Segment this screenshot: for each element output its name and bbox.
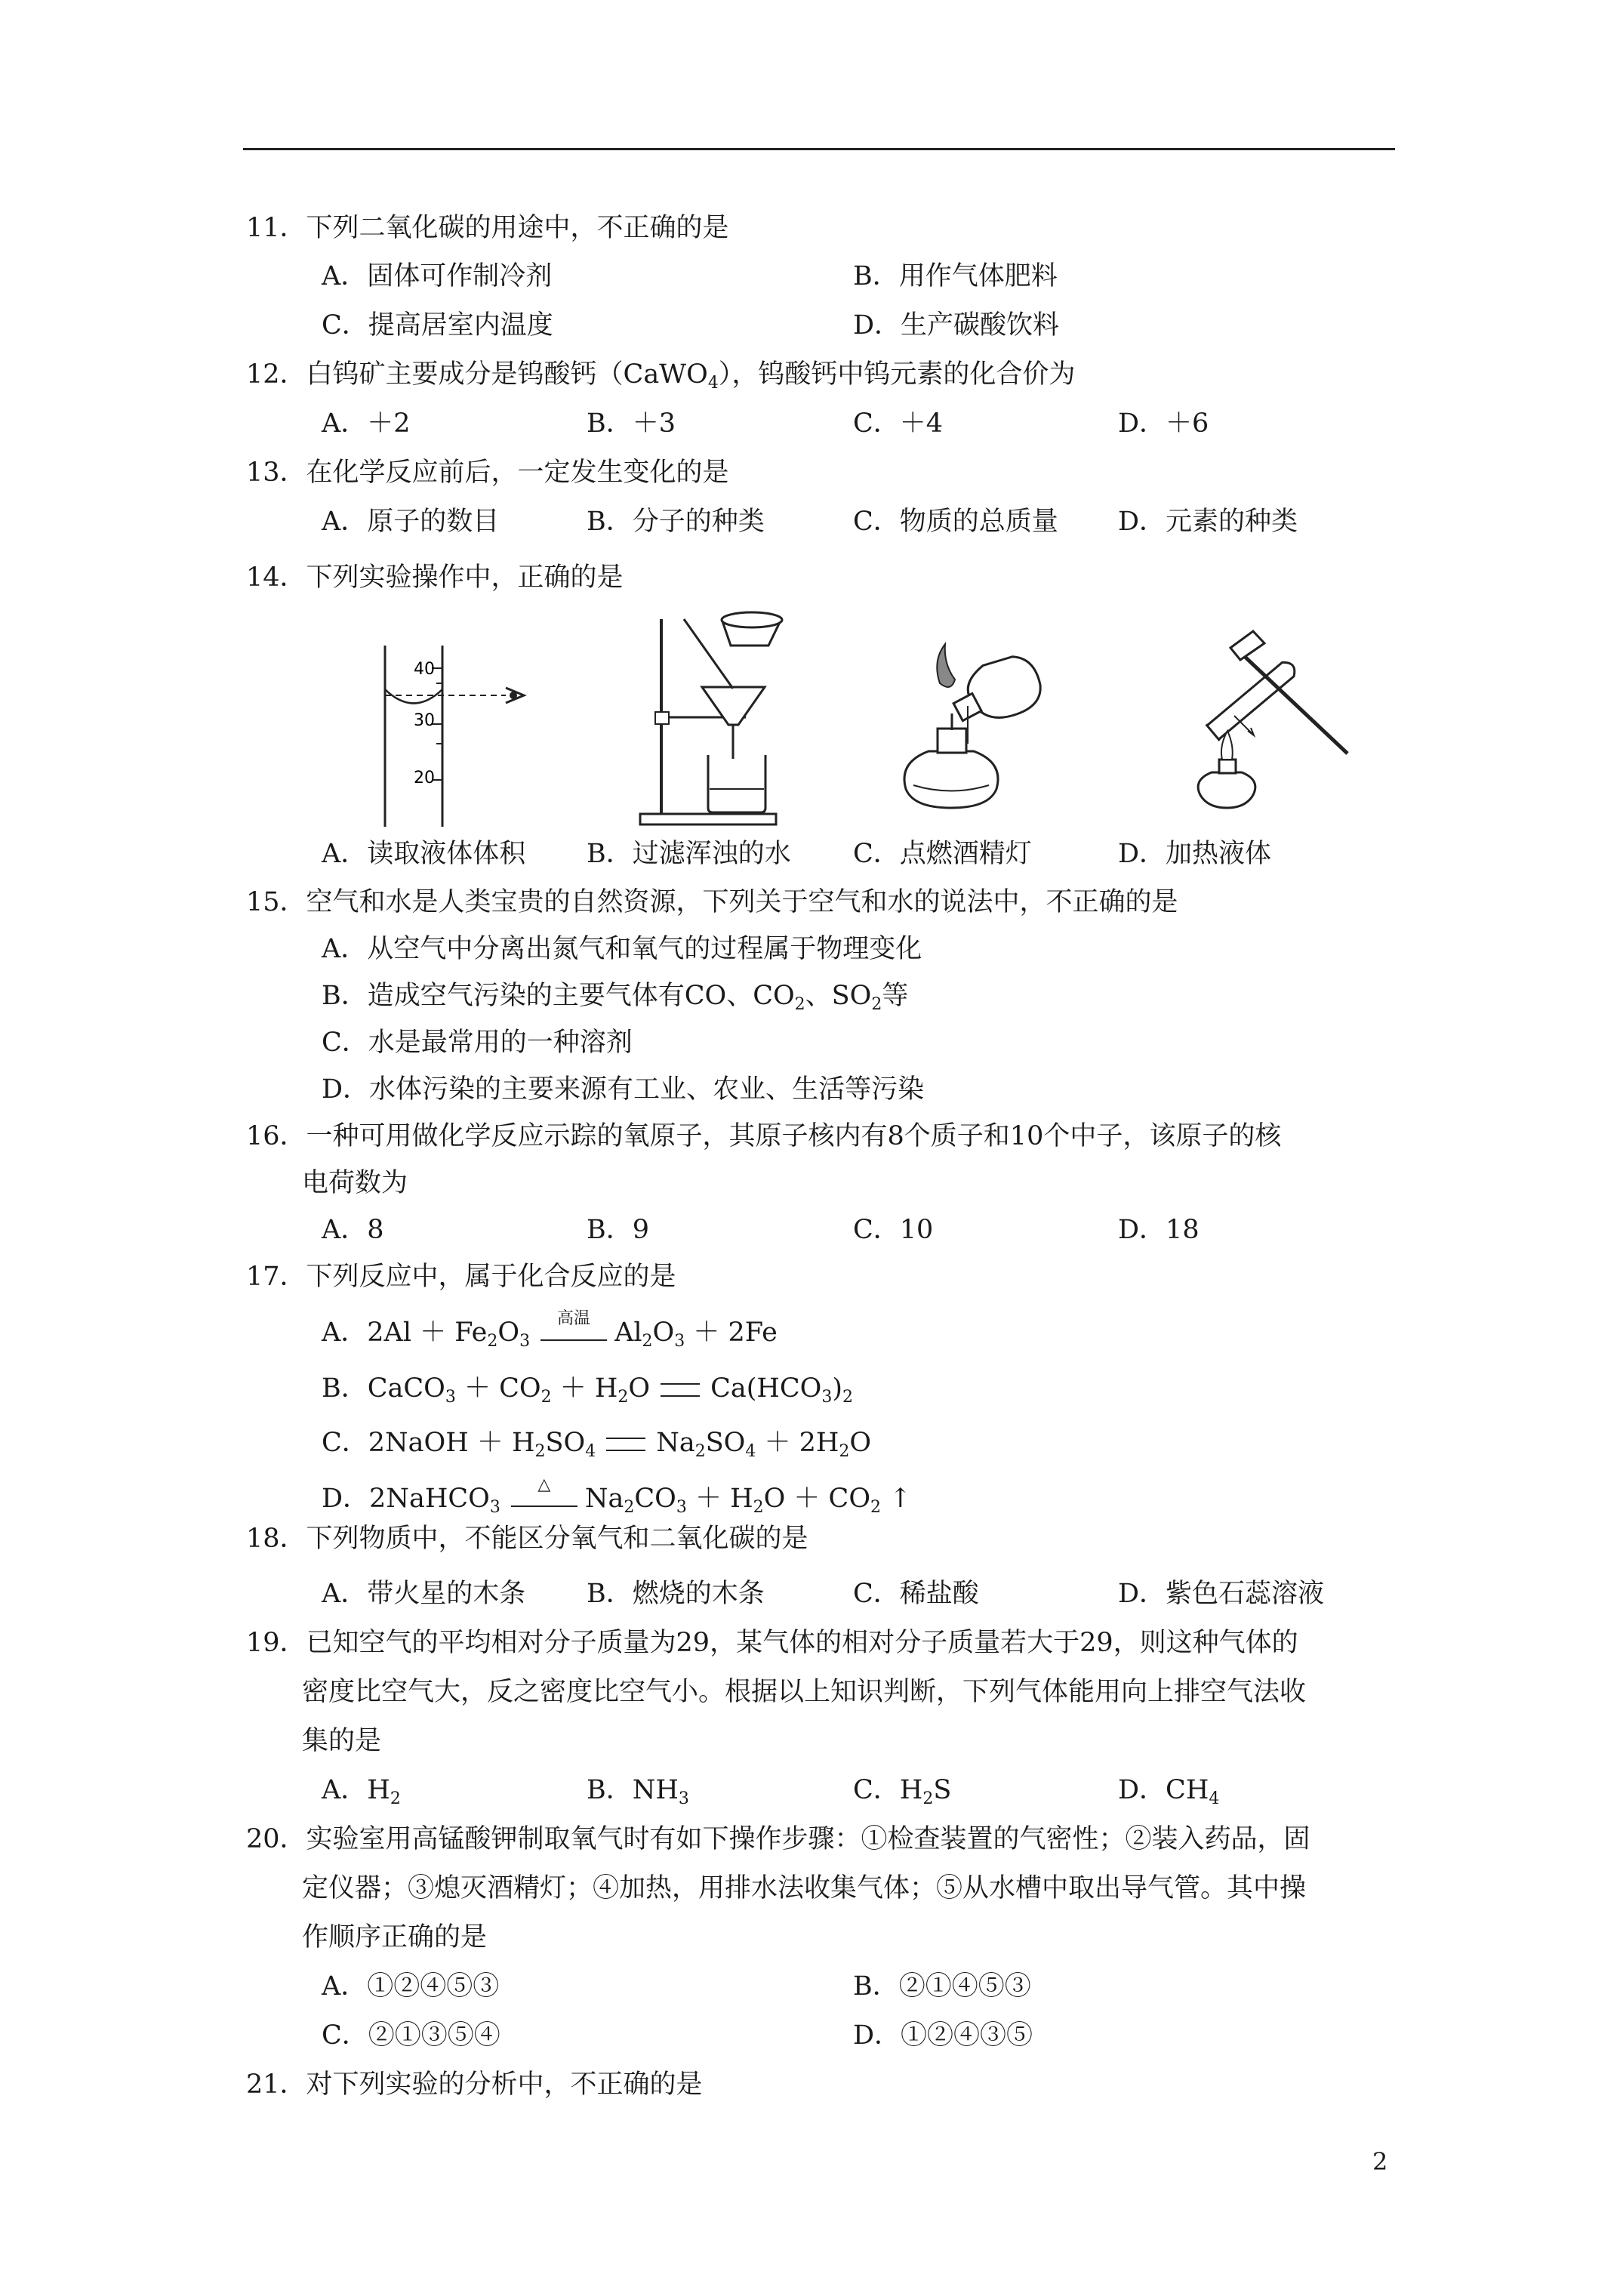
q14-option-c: C．点燃酒精灯: [853, 839, 1032, 869]
q13-option-d: D．元素的种类: [1118, 507, 1298, 537]
page-number: 2: [1372, 2147, 1388, 2176]
q19-option-a: A．$H_2$: [322, 1775, 401, 1808]
question-16-stem-line2: 电荷数为: [302, 1168, 408, 1198]
condition-high-temp: 高温: [540, 1323, 607, 1345]
q11-option-d: D．生产碳酸饮料: [853, 310, 1060, 341]
q19-option-c: C．$H_2S$: [853, 1775, 952, 1808]
q15-option-b: B．造成空气污染的主要气体有CO、$CO_2$、$SO_2$等: [322, 981, 909, 1014]
q12-option-d: D．＋6: [1118, 408, 1209, 439]
question-20-stem-line2: 定仪器；③熄灭酒精灯；④加热，用排水法收集气体；⑤从水槽中取出导气管。其中操: [302, 1873, 1307, 1903]
q17-option-d: D．2NaHCO$_3$ △ $Na_2CO_3 + H_2O + CO_2$ ↑: [322, 1475, 912, 1517]
q12-option-a: A．＋2: [322, 408, 411, 439]
q15-option-c: C．水是最常用的一种溶剂: [322, 1028, 633, 1058]
q11-option-a: A．固体可作制冷剂: [322, 261, 553, 291]
q12-option-c: C．＋4: [853, 408, 944, 439]
q13-option-c: C．物质的总质量: [853, 507, 1058, 537]
question-13-stem: 13．在化学反应前后，一定发生变化的是: [246, 458, 729, 488]
cylinder-reading-figure: [362, 646, 544, 827]
q16-option-b: B．9: [587, 1215, 649, 1245]
q13-option-a: A．原子的数目: [322, 507, 500, 537]
question-15-stem: 15．空气和水是人类宝贵的自然资源，下列关于空气和水的说法中，不正确的是: [246, 887, 1178, 917]
header-rule: [243, 148, 1395, 150]
q20-option-c: C．②①③⑤④: [322, 2020, 500, 2051]
question-17-stem: 17．下列反应中，属于化合反应的是: [246, 1262, 676, 1292]
q18-option-b: B．燃烧的木条: [587, 1579, 765, 1609]
question-19-stem-line1: 19．已知空气的平均相对分子质量为29，某气体的相对分子质量若大于29，则这种气体的: [246, 1628, 1298, 1658]
q16-option-d: D．18: [1118, 1215, 1200, 1245]
question-12-stem: 12．白钨矿主要成分是钨酸钙（CaWO$_4$），钨酸钙中钨元素的化合价为: [246, 359, 1076, 393]
q16-option-c: C．10: [853, 1215, 934, 1245]
q13-option-b: B．分子的种类: [587, 507, 765, 537]
q15-option-d: D．水体污染的主要来源有工业、农业、生活等污染: [322, 1074, 925, 1105]
question-19-stem-line3: 集的是: [302, 1726, 382, 1756]
q12-option-b: B．＋3: [587, 408, 676, 439]
question-18-stem: 18．下列物质中，不能区分氧气和二氧化碳的是: [246, 1524, 808, 1554]
q15-option-a: A．从空气中分离出氮气和氧气的过程属于物理变化: [322, 934, 922, 964]
q18-option-c: C．稀盐酸: [853, 1579, 979, 1609]
heating-liquid-figure: [1159, 610, 1355, 829]
q16-option-a: A．8: [322, 1215, 384, 1245]
question-11-stem: 11．下列二氧化碳的用途中，不正确的是: [246, 213, 729, 243]
question-20-stem-line1: 20．实验室用高锰酸钾制取氧气时有如下操作步骤：①检查装置的气密性；②装入药品，固: [246, 1824, 1310, 1854]
q18-option-d: D．紫色石蕊溶液: [1118, 1579, 1325, 1609]
question-20-stem-line3: 作顺序正确的是: [302, 1922, 488, 1952]
alcohol-lamp-lighting-figure: [883, 638, 1064, 827]
q14-option-d: D．加热液体: [1118, 839, 1272, 869]
q20-option-d: D．①②④③⑤: [853, 2020, 1033, 2051]
question-21-stem: 21．对下列实验的分析中，不正确的是: [246, 2069, 703, 2100]
q17-option-c: C．2NaOH ＋ $H_2SO_4$ $Na_2SO_4 + 2H_2O$: [322, 1428, 872, 1461]
filtration-figure: [633, 604, 829, 831]
question-16-stem-line1: 16．一种可用做化学反应示踪的氧原子，其原子核内有8个质子和10个中子，该原子的核: [246, 1121, 1282, 1151]
q11-option-c: C．提高居室内温度: [322, 310, 553, 341]
question-14-stem: 14．下列实验操作中，正确的是: [246, 562, 624, 593]
condition-heat: △: [511, 1489, 577, 1512]
q14-option-b: B．过滤浑浊的水: [587, 839, 791, 869]
cylinder-tick-20: 20: [414, 769, 435, 787]
q20-option-a: A．①②④⑤③: [322, 1971, 500, 2002]
cylinder-tick-40: 40: [414, 660, 435, 679]
q14-option-a: A．读取液体体积: [322, 839, 526, 869]
cylinder-tick-30: 30: [414, 711, 435, 730]
eye-icon: [506, 688, 524, 703]
q19-option-d: D．$CH_4$: [1118, 1775, 1220, 1808]
q20-option-b: B．②①④⑤③: [853, 1971, 1031, 2002]
question-19-stem-line2: 密度比空气大，反之密度比空气小。根据以上知识判断，下列气体能用向上排空气法收: [302, 1677, 1307, 1707]
q18-option-a: A．带火星的木条: [322, 1579, 526, 1609]
q11-option-b: B．用作气体肥料: [853, 261, 1058, 291]
q17-option-b: B．CaCO$_3$ ＋ $CO_2 + H_2O$ $Ca(HCO_3)_2$: [322, 1373, 854, 1407]
q19-option-b: B．$NH_3$: [587, 1775, 689, 1808]
q17-option-a: A．$2Al + Fe_2O_3$ 高温 $Al_2O_3 + 2Fe$: [322, 1308, 778, 1351]
